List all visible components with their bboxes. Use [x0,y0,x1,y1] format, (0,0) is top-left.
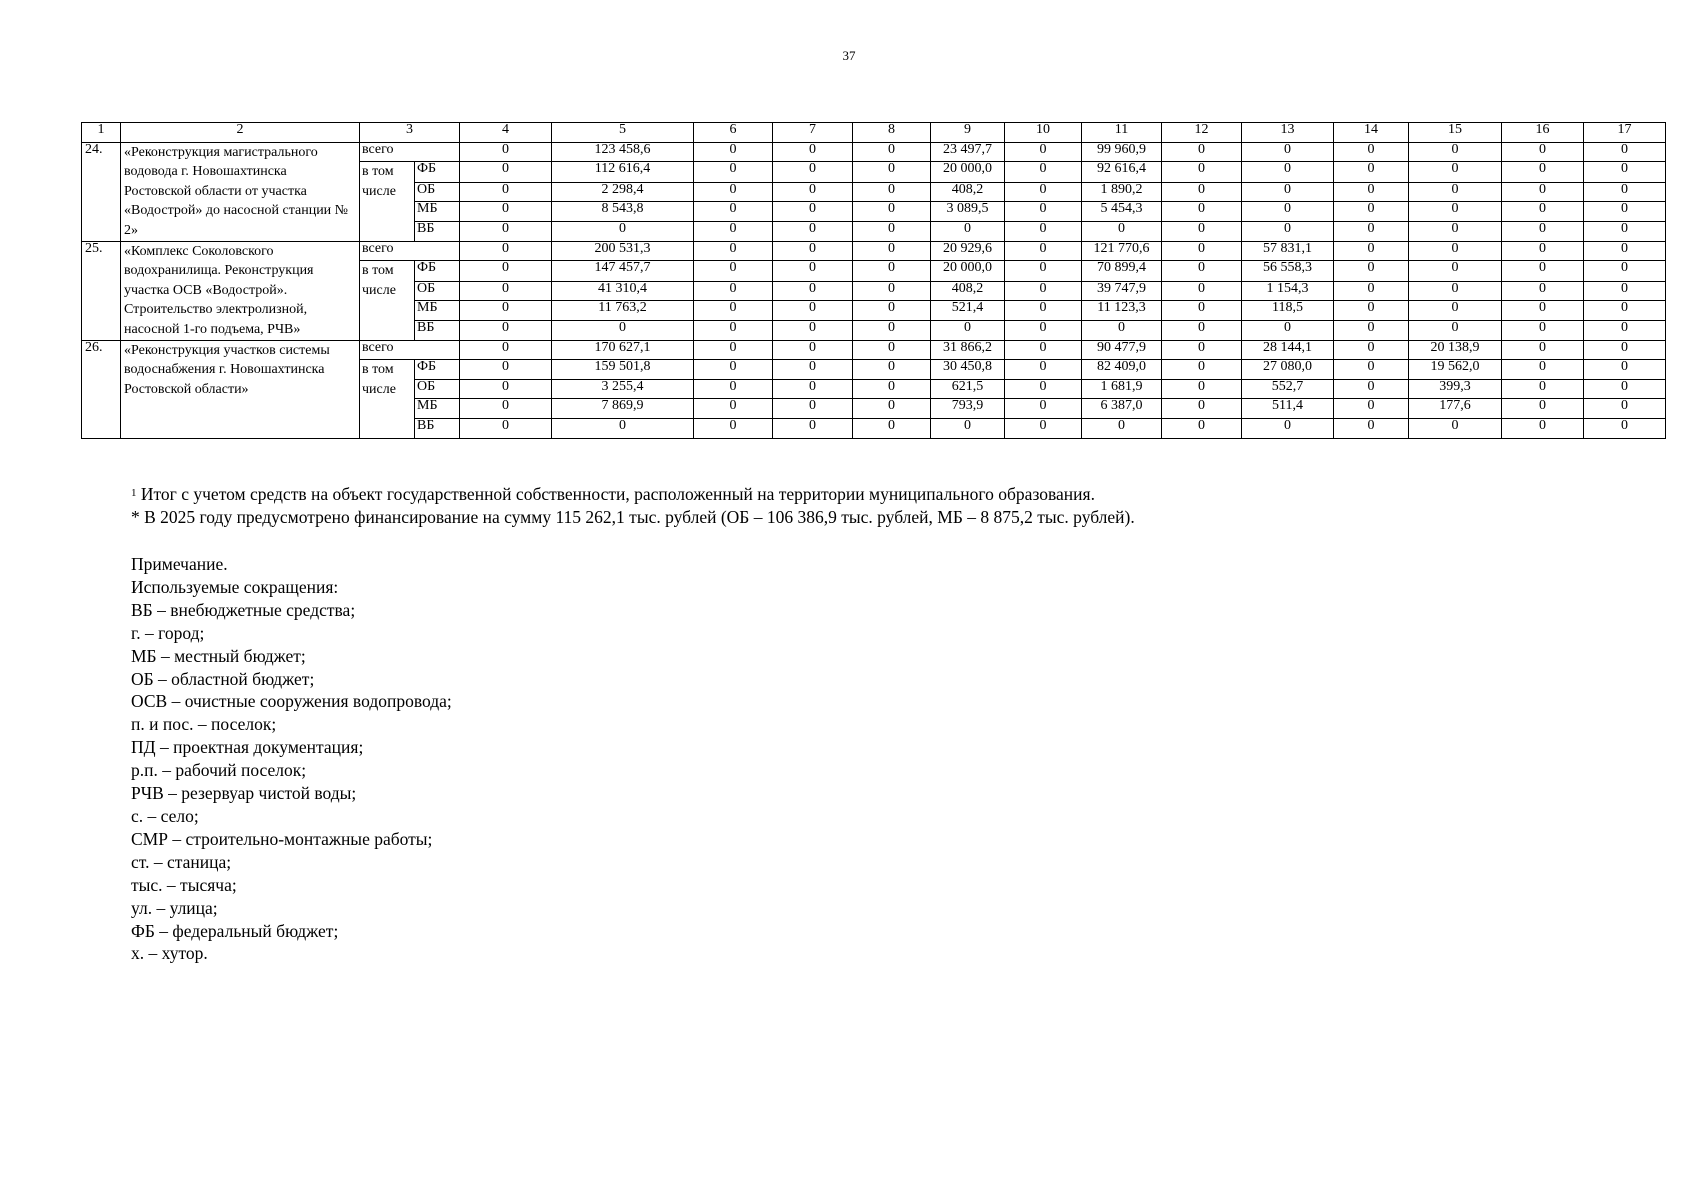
value-cell: 0 [694,301,773,321]
value-cell: 0 [1502,142,1584,162]
value-cell: 0 [1005,202,1082,222]
value-cell: 0 [1584,261,1666,282]
value-cell: 27 080,0 [1242,360,1334,380]
value-cell: 2 298,4 [552,182,694,202]
value-cell: 0 [1005,221,1082,241]
header-cell: 15 [1409,123,1502,143]
value-cell: 0 [1242,162,1334,183]
value-cell: 0 [694,142,773,162]
empty-cell [415,241,460,261]
value-cell: 0 [1409,241,1502,261]
total-label: всего [360,340,415,360]
abbreviations-note [131,553,452,965]
header-cell: 8 [853,123,931,143]
value-cell: 70 899,4 [1082,261,1162,282]
value-cell: 0 [1162,418,1242,438]
value-cell: 200 531,3 [552,241,694,261]
value-cell: 0 [1334,142,1409,162]
value-cell: 0 [1584,301,1666,321]
table-row [82,142,1666,162]
value-cell: 0 [1584,340,1666,360]
value-cell: 621,5 [931,379,1005,399]
value-cell: 90 477,9 [1082,340,1162,360]
value-cell: 0 [853,162,931,183]
value-cell: 0 [853,182,931,202]
header-cell: 9 [931,123,1005,143]
table-header-row [82,123,1666,143]
value-cell: 0 [1334,162,1409,183]
value-cell: 0 [1502,320,1584,340]
funding-source: ФБ [415,261,460,282]
value-cell: 0 [1334,182,1409,202]
footnote-1 [131,483,1135,506]
value-cell: 0 [1409,221,1502,241]
of-which-label: в том числе [360,360,415,438]
value-cell: 123 458,6 [552,142,694,162]
value-cell: 0 [931,418,1005,438]
value-cell: 0 [1005,301,1082,321]
value-cell: 0 [1334,221,1409,241]
value-cell: 0 [1162,399,1242,419]
value-cell: 0 [853,340,931,360]
value-cell: 159 501,8 [552,360,694,380]
value-cell: 0 [460,399,552,419]
value-cell: 1 154,3 [1242,281,1334,301]
value-cell: 0 [1005,320,1082,340]
value-cell: 1 681,9 [1082,379,1162,399]
value-cell: 0 [773,320,853,340]
header-cell: 10 [1005,123,1082,143]
value-cell: 0 [1502,418,1584,438]
footnote-1-text: Итог с учетом средств на объект государственной собственности, расположенный на территории муниципального образования. [136,484,1095,504]
value-cell: 0 [1584,360,1666,380]
project-index: 25. [82,241,121,340]
value-cell: 0 [1502,241,1584,261]
value-cell: 56 558,3 [1242,261,1334,282]
value-cell: 0 [853,360,931,380]
value-cell: 0 [694,281,773,301]
abbreviation-item: МБ – местный бюджет; [131,645,306,666]
value-cell: 0 [694,379,773,399]
value-cell: 0 [694,221,773,241]
abbreviation-item: СМР – строительно-монтажные работы; [131,828,433,849]
value-cell: 0 [773,221,853,241]
abbreviation-item: ст. – станица; [131,851,232,872]
header-cell: 14 [1334,123,1409,143]
project-index: 26. [82,340,121,438]
value-cell: 0 [853,301,931,321]
value-cell: 0 [1162,202,1242,222]
footnote-2: * В 2025 году предусмотрено финансирование на сумму 115 262,1 тыс. рублей (ОБ – 106 386,9 тыс. рублей, МБ – 8 875,2 тыс. рублей). [131,507,1135,527]
funding-source: ФБ [415,162,460,183]
abbreviation-item: х. – хутор. [131,943,208,964]
page-number: 37 [842,48,856,63]
value-cell: 0 [1082,221,1162,241]
table-row [82,241,1666,261]
value-cell: 0 [460,142,552,162]
value-cell: 0 [1334,281,1409,301]
value-cell: 30 450,8 [931,360,1005,380]
total-label: всего [360,241,415,261]
value-cell: 0 [853,379,931,399]
value-cell: 0 [853,142,931,162]
value-cell: 99 960,9 [1082,142,1162,162]
value-cell: 0 [1334,360,1409,380]
value-cell: 0 [1409,162,1502,183]
value-cell: 121 770,6 [1082,241,1162,261]
value-cell: 0 [552,221,694,241]
funding-source: ОБ [415,281,460,301]
empty-cell [415,340,460,360]
financing-table [81,122,1666,439]
header-cell: 17 [1584,123,1666,143]
value-cell: 177,6 [1409,399,1502,419]
header-cell: 12 [1162,123,1242,143]
value-cell: 521,4 [931,301,1005,321]
value-cell: 0 [1005,281,1082,301]
value-cell: 112 616,4 [552,162,694,183]
funding-source: МБ [415,301,460,321]
value-cell: 0 [773,182,853,202]
value-cell: 7 869,9 [552,399,694,419]
value-cell: 0 [773,202,853,222]
value-cell: 0 [1584,281,1666,301]
value-cell: 0 [460,360,552,380]
value-cell: 0 [460,281,552,301]
value-cell: 11 123,3 [1082,301,1162,321]
value-cell: 511,4 [1242,399,1334,419]
value-cell: 0 [460,221,552,241]
value-cell: 0 [1334,418,1409,438]
value-cell: 0 [1584,418,1666,438]
value-cell: 0 [1502,340,1584,360]
value-cell: 39 747,9 [1082,281,1162,301]
value-cell: 0 [1502,182,1584,202]
value-cell: 0 [853,418,931,438]
value-cell: 0 [773,261,853,282]
value-cell: 82 409,0 [1082,360,1162,380]
value-cell: 0 [694,182,773,202]
value-cell: 0 [460,182,552,202]
value-cell: 57 831,1 [1242,241,1334,261]
value-cell: 0 [1005,182,1082,202]
header-cell: 5 [552,123,694,143]
value-cell: 0 [1502,162,1584,183]
value-cell: 3 089,5 [931,202,1005,222]
value-cell: 0 [1242,418,1334,438]
value-cell: 0 [853,261,931,282]
value-cell: 0 [460,320,552,340]
value-cell: 0 [694,261,773,282]
table-body [82,123,1666,439]
value-cell: 0 [694,320,773,340]
value-cell: 31 866,2 [931,340,1005,360]
value-cell: 0 [1584,379,1666,399]
value-cell: 0 [1584,182,1666,202]
value-cell: 28 144,1 [1242,340,1334,360]
header-cell: 11 [1082,123,1162,143]
abbreviation-item: р.п. – рабочий поселок; [131,760,307,781]
value-cell: 0 [1005,261,1082,282]
abbreviation-item: ул. – улица; [131,897,218,918]
abbreviation-list [131,599,452,966]
header-cell: 2 [121,123,360,143]
value-cell: 0 [1005,360,1082,380]
value-cell: 0 [1162,320,1242,340]
value-cell: 41 310,4 [552,281,694,301]
value-cell: 0 [773,162,853,183]
value-cell: 0 [1584,162,1666,183]
value-cell: 0 [1242,202,1334,222]
footnotes [131,483,1135,529]
value-cell: 0 [1584,142,1666,162]
value-cell: 0 [1334,320,1409,340]
value-cell: 0 [694,241,773,261]
value-cell: 0 [1409,281,1502,301]
value-cell: 0 [773,340,853,360]
value-cell: 0 [1409,320,1502,340]
value-cell: 5 454,3 [1082,202,1162,222]
value-cell: 0 [773,241,853,261]
value-cell: 0 [694,360,773,380]
value-cell: 0 [1409,418,1502,438]
value-cell: 23 497,7 [931,142,1005,162]
value-cell: 0 [773,301,853,321]
value-cell: 0 [1162,301,1242,321]
value-cell: 0 [694,399,773,419]
header-cell: 1 [82,123,121,143]
value-cell: 1 890,2 [1082,182,1162,202]
value-cell: 399,3 [1409,379,1502,399]
value-cell: 11 763,2 [552,301,694,321]
value-cell: 0 [931,221,1005,241]
value-cell: 0 [1005,379,1082,399]
funding-source: ВБ [415,221,460,241]
total-label: всего [360,142,415,162]
value-cell: 0 [1334,340,1409,360]
value-cell: 0 [1082,418,1162,438]
value-cell: 0 [931,320,1005,340]
value-cell: 0 [1162,261,1242,282]
value-cell: 147 457,7 [552,261,694,282]
funding-source: ВБ [415,418,460,438]
project-title: «Реконструкция участков системы водоснабжения г. Новошахтинска Ростовской области» [121,340,360,438]
value-cell: 0 [1162,281,1242,301]
value-cell: 0 [460,162,552,183]
header-cell: 3 [360,123,460,143]
value-cell: 0 [1502,360,1584,380]
abbreviation-item: г. – город; [131,622,205,643]
value-cell: 0 [1242,320,1334,340]
value-cell: 0 [694,340,773,360]
value-cell: 0 [1005,340,1082,360]
value-cell: 20 138,9 [1409,340,1502,360]
value-cell: 0 [1409,142,1502,162]
footnote-1-marker: 1 [131,487,137,499]
value-cell: 0 [1005,399,1082,419]
empty-cell [415,142,460,162]
value-cell: 0 [773,142,853,162]
value-cell: 0 [1584,320,1666,340]
abbreviation-item: РЧВ – резервуар чистой воды; [131,783,357,804]
value-cell: 0 [1502,202,1584,222]
value-cell: 0 [1409,182,1502,202]
value-cell: 0 [853,399,931,419]
abbreviation-item: с. – село; [131,805,199,826]
value-cell: 0 [1334,399,1409,419]
project-title: «Комплекс Соколовского водохранилища. Реконструкция участка ОСВ «Водострой». Строительство электролизной, насосной 1-го подъема, РЧВ» [121,241,360,340]
value-cell: 0 [694,162,773,183]
abbreviation-item: ВБ – внебюджетные средства; [131,599,356,620]
value-cell: 0 [1242,182,1334,202]
value-cell: 118,5 [1242,301,1334,321]
value-cell: 170 627,1 [552,340,694,360]
value-cell: 0 [1502,379,1584,399]
funding-source: ФБ [415,360,460,380]
header-cell: 13 [1242,123,1334,143]
header-cell: 4 [460,123,552,143]
value-cell: 0 [853,221,931,241]
funding-source: МБ [415,202,460,222]
value-cell: 0 [853,281,931,301]
value-cell: 0 [1409,301,1502,321]
value-cell: 0 [460,202,552,222]
value-cell: 92 616,4 [1082,162,1162,183]
value-cell: 0 [552,418,694,438]
value-cell: 0 [773,360,853,380]
of-which-label: в том числе [360,162,415,241]
project-title: «Реконструкция магистрального водовода г. Новошахтинска Ростовской области от участка «Водострой» до насосной станции № 2» [121,142,360,241]
funding-source: МБ [415,399,460,419]
value-cell: 0 [1242,221,1334,241]
value-cell: 0 [1162,182,1242,202]
value-cell: 0 [1162,142,1242,162]
value-cell: 0 [1584,202,1666,222]
value-cell: 0 [773,399,853,419]
value-cell: 0 [1162,379,1242,399]
funding-source: ОБ [415,182,460,202]
value-cell: 0 [1584,241,1666,261]
value-cell: 0 [1584,221,1666,241]
value-cell: 0 [853,202,931,222]
note-subtitle: Используемые сокращения: [131,576,339,597]
value-cell: 0 [460,261,552,282]
value-cell: 19 562,0 [1409,360,1502,380]
note-title: Примечание. [131,554,228,574]
value-cell: 408,2 [931,182,1005,202]
value-cell: 6 387,0 [1082,399,1162,419]
header-cell: 7 [773,123,853,143]
value-cell: 0 [1005,162,1082,183]
abbreviation-item: ОБ – областной бюджет; [131,668,315,689]
table-row [82,340,1666,360]
value-cell: 0 [460,379,552,399]
value-cell: 0 [460,241,552,261]
value-cell: 20 000,0 [931,162,1005,183]
value-cell: 0 [1502,399,1584,419]
value-cell: 0 [694,418,773,438]
value-cell: 20 929,6 [931,241,1005,261]
abbreviation-item: ФБ – федеральный бюджет; [131,920,339,941]
value-cell: 0 [1162,241,1242,261]
value-cell: 0 [694,202,773,222]
value-cell: 0 [1334,301,1409,321]
value-cell: 552,7 [1242,379,1334,399]
funding-source: ВБ [415,320,460,340]
value-cell: 0 [1334,379,1409,399]
value-cell: 0 [773,379,853,399]
value-cell: 0 [1005,418,1082,438]
value-cell: 0 [1162,162,1242,183]
value-cell: 408,2 [931,281,1005,301]
abbreviation-item: тыс. – тысяча; [131,874,237,895]
value-cell: 793,9 [931,399,1005,419]
value-cell: 0 [460,418,552,438]
funding-source: ОБ [415,379,460,399]
value-cell: 3 255,4 [552,379,694,399]
value-cell: 0 [1502,281,1584,301]
value-cell: 0 [1502,221,1584,241]
value-cell: 0 [460,340,552,360]
value-cell: 0 [773,418,853,438]
of-which-label: в том числе [360,261,415,340]
value-cell: 0 [1584,399,1666,419]
value-cell: 0 [1334,202,1409,222]
value-cell: 0 [853,241,931,261]
value-cell: 0 [1502,261,1584,282]
value-cell: 0 [1005,241,1082,261]
value-cell: 8 543,8 [552,202,694,222]
value-cell: 0 [1334,261,1409,282]
value-cell: 20 000,0 [931,261,1005,282]
value-cell: 0 [552,320,694,340]
abbreviation-item: ПД – проектная документация; [131,737,364,758]
abbreviation-item: ОСВ – очистные сооружения водопровода; [131,691,452,712]
value-cell: 0 [1162,340,1242,360]
value-cell: 0 [1082,320,1162,340]
value-cell: 0 [1162,221,1242,241]
value-cell: 0 [460,301,552,321]
header-cell: 16 [1502,123,1584,143]
abbreviation-item: п. и пос. – поселок; [131,714,277,735]
project-index: 24. [82,142,121,241]
value-cell: 0 [1005,142,1082,162]
header-cell: 6 [694,123,773,143]
value-cell: 0 [1409,202,1502,222]
value-cell: 0 [853,320,931,340]
value-cell: 0 [1242,142,1334,162]
value-cell: 0 [773,281,853,301]
value-cell: 0 [1502,301,1584,321]
value-cell: 0 [1409,261,1502,282]
value-cell: 0 [1334,241,1409,261]
value-cell: 0 [1162,360,1242,380]
